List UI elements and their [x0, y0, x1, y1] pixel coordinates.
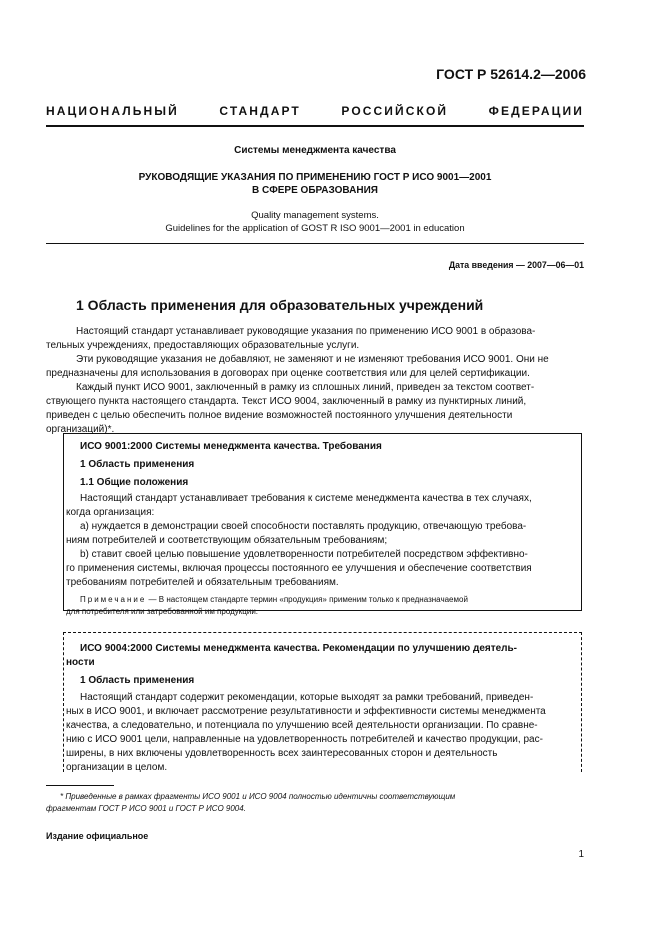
note-label: Примечание: [80, 595, 147, 604]
heading-word: ФЕДЕРАЦИИ: [488, 104, 584, 118]
page-number: 1: [578, 849, 584, 860]
iso9004-scope: 1 Область применения: [80, 675, 195, 686]
heading-word: СТАНДАРТ: [219, 104, 301, 118]
iso9004-heading-line1: ИСО 9004:2000 Системы менеджмента качества. Рекомендации по улучшению деятель-: [80, 643, 518, 654]
box-line: ниям потребителей и соответствующим обязательным требованиям;: [66, 535, 388, 546]
box-line: качества, а следовательно, и потенциала по улучшению всей деятельности организации. По сравне-: [66, 720, 538, 731]
footnote: [46, 791, 584, 815]
paragraph-line: тельных учреждениях, предоставляющих образовательные услуги.: [46, 340, 360, 351]
box-line: го применения системы, включая процессы постоянного ее улучшения и обеспечение соответствия: [66, 563, 532, 574]
box-line: требованиям потребителей и обязательным требованиям.: [66, 577, 339, 588]
document-number: ГОСТ Р 52614.2—2006: [436, 66, 586, 82]
iso9001-general: 1.1 Общие положения: [80, 477, 189, 488]
iso9001-scope: 1 Область применения: [80, 459, 195, 470]
footnote-rule: [46, 785, 114, 786]
note-line: [66, 594, 579, 606]
subject-title: Системы менеджмента качества: [234, 145, 396, 156]
paragraph-line: Каждый пункт ИСО 9001, заключенный в рамку из сплошных линий, приведен за текстом соответ-: [76, 382, 535, 393]
box-line: организации в целом.: [66, 762, 168, 773]
edition-label: Издание официальное: [46, 831, 149, 841]
paragraph-line: организаций)*.: [46, 424, 115, 435]
paragraph-line: Настоящий стандарт устанавливает руководящие указания по применению ИСО 9001 в образова-: [76, 326, 536, 337]
box-line: а) нуждается в демонстрации своей способности поставлять продукцию, отвечающую требова-: [80, 521, 527, 532]
heading-rule: [46, 125, 584, 127]
heading-word: НАЦИОНАЛЬНЫЙ: [46, 104, 179, 118]
box-line: Настоящий стандарт содержит рекомендации, которые выходят за рамки требований, приведен-: [80, 692, 534, 703]
heading-word: РОССИЙСКОЙ: [341, 104, 449, 118]
iso9004-heading-line2: ности: [66, 657, 95, 668]
section-body: [46, 325, 584, 437]
note-line: для потребителя или затребованной им продукции.: [66, 607, 259, 616]
footnote-line: фрагментам ГОСТ Р ИСО 9001 и ГОСТ Р ИСО 9004.: [46, 804, 246, 813]
paragraph-line: предназначены для использования в договорах при оценке соответствия или для целей сертификации.: [46, 368, 530, 379]
box-line: когда организация:: [66, 507, 155, 518]
english-title-line1: Quality management systems.: [251, 210, 379, 221]
title-rule: [46, 243, 584, 244]
iso9004-content: [63, 642, 582, 775]
box-line: Настоящий стандарт устанавливает требования к системе менеджмента качества в тех случаях,: [80, 493, 532, 504]
box-line: нию с ИСО 9001 цели, направленные на удовлетворенность потребителей и качество продукции, рас-: [66, 734, 543, 745]
box-line: ширены, в них включены удовлетворенность всех заинтересованных сторон и деятельность: [66, 748, 498, 759]
iso9001-content: [63, 440, 582, 618]
footnote-line: * Приведенные в рамках фрагменты ИСО 9001 и ИСО 9004 полностью идентичны соответствующим: [60, 792, 456, 801]
paragraph-line: Эти руководящие указания не добавляют, не заменяют и не изменяют требования ИСО 9001. Они не: [76, 354, 549, 365]
main-title-line2: В СФЕРЕ ОБРАЗОВАНИЯ: [252, 185, 378, 196]
main-title-line1: РУКОВОДЯЩИЕ УКАЗАНИЯ ПО ПРИМЕНЕНИЮ ГОСТ Р ИСО 9001—2001: [138, 172, 492, 183]
national-standard-heading: [46, 104, 584, 118]
iso9001-heading: ИСО 9001:2000 Системы менеджмента качества. Требования: [80, 441, 382, 452]
box-line: b) ставит своей целью повышение удовлетворенности потребителей посредством эффективно-: [80, 549, 528, 560]
english-title-line2: Guidelines for the application of GOST R ISO 9001—2001 in education: [165, 223, 465, 234]
box-line: ных в ИСО 9001, и включает рассмотрение результативности и эффективности системы менеджмента: [66, 706, 546, 717]
note-text: — В настоящем стандарте термин «продукция» применим только к предназначаемой: [148, 595, 468, 604]
section-title: 1 Область применения для образовательных учреждений: [76, 297, 484, 313]
paragraph-line: приведен с целью обеспечить полное видение возможностей постоянного улучшения деятельности: [46, 410, 513, 421]
paragraph-line: ствующего пункта настоящего стандарта. Текст ИСО 9004, заключенный в рамку из пунктирных линий,: [46, 396, 527, 407]
introduction-date: Дата введения — 2007—06—01: [448, 260, 584, 270]
